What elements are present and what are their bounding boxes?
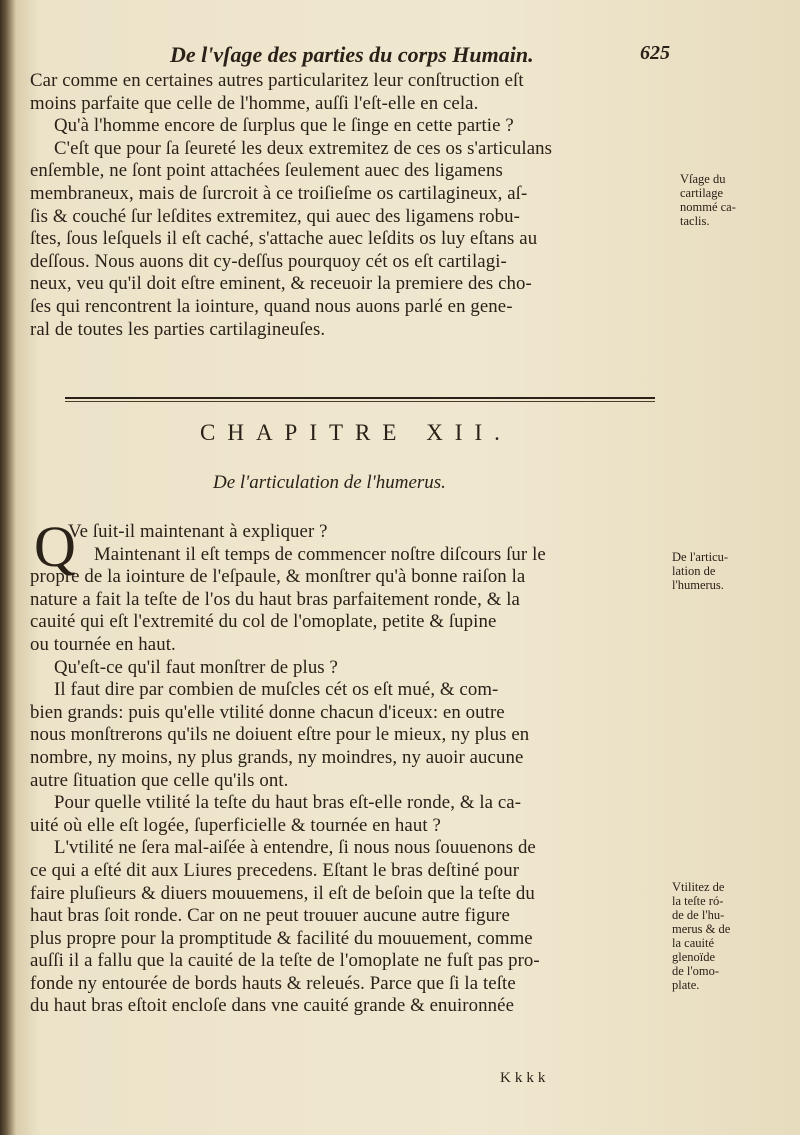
text-line: moins parfaite que celle de l'homme, auſſi l'eſt-elle en cela. xyxy=(30,92,479,114)
text-line: uité où elle eſt logée, ſuperficielle & tournée en haut ? xyxy=(30,814,441,836)
margin-note-line: taclis. xyxy=(680,214,710,228)
margin-note-line: de l'omo- xyxy=(672,964,720,978)
running-header xyxy=(170,42,670,68)
text-line: Car comme en certaines autres particularitez leur conſtruction eſt xyxy=(30,70,524,91)
drop-capital: Q xyxy=(34,514,76,579)
text-line: plus propre pour la promptitude & facilité du mouuement, comme xyxy=(30,927,533,949)
text-line: membraneux, mais de ſurcroit à ce troiſieſme os cartilagineux, aſ- xyxy=(30,182,528,204)
top-text-block xyxy=(30,70,670,341)
text-line: Qu'à l'homme encore de ſurplus que le ſinge en cette partie ? xyxy=(54,115,514,137)
body-text-block xyxy=(30,521,670,1018)
text-line: Pour quelle vtilité la teſte du haut bras eſt-elle ronde, & la ca- xyxy=(54,792,522,814)
text-line: cauité qui eſt l'extremité du col de l'omoplate, petite & ſupine xyxy=(30,611,497,633)
text-line: C'eſt que pour ſa ſeureté les deux extremitez de ces os s'articulans xyxy=(54,137,553,159)
header-title: De l'vſage des parties du corps Humain. xyxy=(170,42,534,67)
margin-note-line: lation de xyxy=(672,564,716,578)
text-line: propre de la iointure de l'eſpaule, & monſtrer qu'à bonne raiſon la xyxy=(30,566,526,588)
text-line: autre ſituation que celle qu'ils ont. xyxy=(30,769,289,791)
text-line: fonde ny entourée de bords hauts & releués. Parce que ſi la teſte xyxy=(30,972,516,994)
margin-note-line: Vtilitez de xyxy=(672,880,725,894)
text-line: nature a fait la teſte de l'os du haut bras parfaitement ronde, & la xyxy=(30,588,520,610)
text-line: ral de toutes les parties cartilagineuſes. xyxy=(30,318,326,340)
margin-note-articulation xyxy=(672,550,728,592)
page-number: 625 xyxy=(640,42,670,64)
text-line: neux, veu qu'il doit eſtre eminent, & receuoir la premiere des cho- xyxy=(30,273,532,295)
text-line: ſis & couché ſur leſdites extremitez, qui auec des ligamens robu- xyxy=(30,205,520,227)
text-line: ſes qui rencontrent la iointure, quand nous auons parlé en gene- xyxy=(30,295,513,317)
text-line: enſemble, ne ſont point attachées ſeulement auec des ligamens xyxy=(30,160,503,182)
text-line: deſſous. Nous auons dit cy-deſſus pourquoy cét os eſt cartilagi- xyxy=(30,250,507,272)
margin-note-cartilage xyxy=(680,172,736,228)
margin-note-line: la cauité xyxy=(672,936,714,950)
margin-note-line: l'humerus. xyxy=(672,578,724,592)
text-line: L'vtilité ne ſera mal-aiſée à entendre, ſi nous nous ſouuenons de xyxy=(54,837,536,859)
text-line: Ve ſuit-il maintenant à expliquer ? xyxy=(68,521,328,542)
chapter-title: CHAPITRE XII. xyxy=(200,420,512,445)
text-line: auſſi il a fallu que la cauité de la teſte de l'omoplate ne fuſt pas pro- xyxy=(30,950,540,972)
text-line: ou tournée en haut. xyxy=(30,633,176,655)
margin-note-line: Vſage du xyxy=(680,172,726,186)
text-line: Qu'eſt-ce qu'il faut monſtrer de plus ? xyxy=(54,656,338,678)
margin-note-line: la teſte ró- xyxy=(672,894,724,908)
signature-mark: Kkkk xyxy=(500,1070,550,1086)
text-line: haut bras ſoit ronde. Car on ne peut trouuer aucune autre figure xyxy=(30,905,510,927)
text-line: bien grands: puis qu'elle vtilité donne chacun d'iceux: en outre xyxy=(30,701,505,723)
text-line: du haut bras eſtoit encloſe dans vne cauité grande & enuironnée xyxy=(30,995,515,1017)
margin-note-line: De l'articu- xyxy=(672,550,729,564)
section-rule-thin xyxy=(65,401,655,402)
section-rule xyxy=(65,397,655,399)
text-line: ce qui a eſté dit aux Liures precedens. Eſtant le bras deſtiné pour xyxy=(30,859,520,881)
text-line: faire pluſieurs & diuers mouuemens, il eſt de beſoin que la teſte du xyxy=(30,882,535,904)
margin-note-line: de de l'hu- xyxy=(672,908,725,922)
margin-note-line: merus & de xyxy=(672,922,731,936)
margin-note-utility xyxy=(672,880,730,992)
margin-note-line: nommé ca- xyxy=(680,200,736,214)
margin-note-line: plate. xyxy=(672,978,700,992)
text-line: Maintenant il eſt temps de commencer noſtre diſcours ſur le xyxy=(94,543,546,565)
text-line: Il faut dire par combien de muſcles cét os eſt mué, & com- xyxy=(54,679,499,701)
text-line: nous monſtrerons qu'ils ne doiuent eſtre pour le mieux, ny plus en xyxy=(30,724,530,746)
margin-note-line: cartilage xyxy=(680,186,724,200)
margin-note-line: glenoïde xyxy=(672,950,716,964)
text-line: ſtes, ſous leſquels il eſt caché, s'attache auec leſdits os luy eſtans au xyxy=(30,228,538,250)
text-line: nombre, ny moins, ny plus grands, ny moindres, ny auoir aucune xyxy=(30,746,524,768)
chapter-subtitle: De l'articulation de l'humerus. xyxy=(213,472,446,493)
